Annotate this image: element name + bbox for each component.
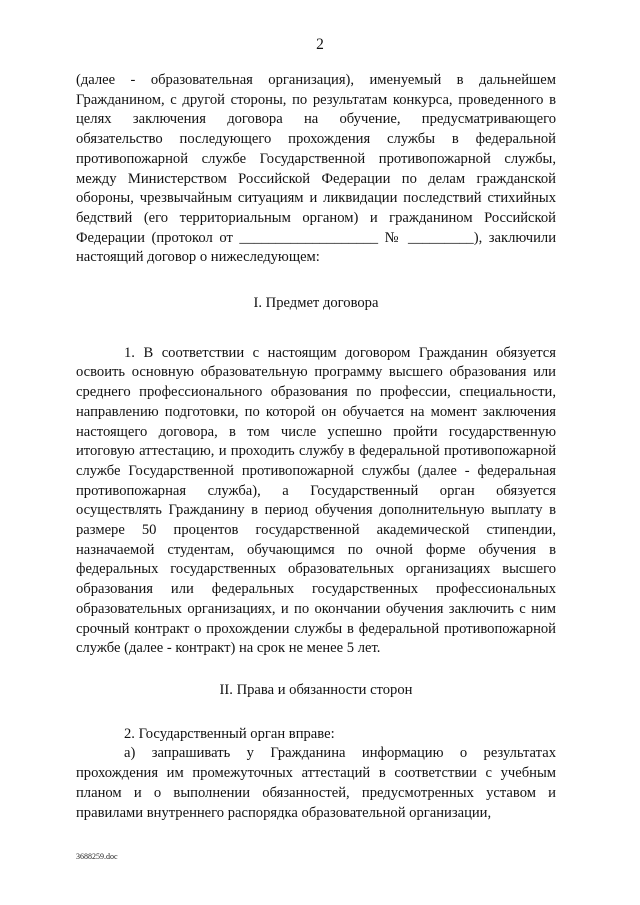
clause-1-paragraph: 1. В соответствии с настоящим договором Гражданин обязуется освоить основную образовательную программу высшего образования или среднего профессионального образования по профессии, специальности, направлению подготовки, по которой он обучается на момент заключения настоящего договора, в том числе успешно пройти государственную итоговую аттестацию, и проходить службу в федеральной противопожарной службе Государственной противопожарной службы (далее - федеральная противопожарная служба), а Государственный орган обязуется осуществлять Гражданину в период обучения дополнительную выплату в размере 50 процентов государственной академической стипендии, назначаемой студентам, обучающимся по очной форме обучения в федеральных государственных образовательных организациях высшего образования или федеральных государственных профессиональных образовательных организациях, и по окончании обучения заключить с ним срочный контракт о прохождении службы в федеральной противопожарной службе (далее - контракт) на срок не менее 5 лет. — [76, 344, 556, 657]
clause-2a-paragraph: а) запрашивать у Гражданина информацию о результатах прохождения им промежуточных аттестаций в соответствии с учебным планом и о выполнении обязанностей, предусмотренных уставом и правилами внутреннего распорядка образовательной организации, — [76, 745, 556, 821]
section-heading-rights: II. Права и обязанности сторон — [219, 681, 413, 698]
page-number: 2 — [316, 36, 324, 53]
clause-2-paragraph: 2. Государственный орган вправе: — [124, 725, 335, 742]
section-heading-subject: I. Предмет договора — [253, 295, 379, 312]
document-body — [76, 71, 556, 823]
file-name-footer: 3688259.doc — [76, 852, 118, 861]
intro-paragraph: (далее - образовательная организация), именуемый в дальнейшем Гражданином, с другой стороны, по результатам конкурса, проведенного в целях заключения договора на обучение, предусматривающего обязательство последующего прохождения службы в федеральной противопожарной службе Государственной противопожарной службы, между Министерством Российской Федерации по делам гражданской обороны, чрезвычайным ситуациям и ликвидации последствий стихийных бедствий (его территориальным органом) и гражданином Российской Федерации (протокол от ___________________ № _________), заключили настоящий договор о нижеследующем: — [76, 72, 556, 266]
